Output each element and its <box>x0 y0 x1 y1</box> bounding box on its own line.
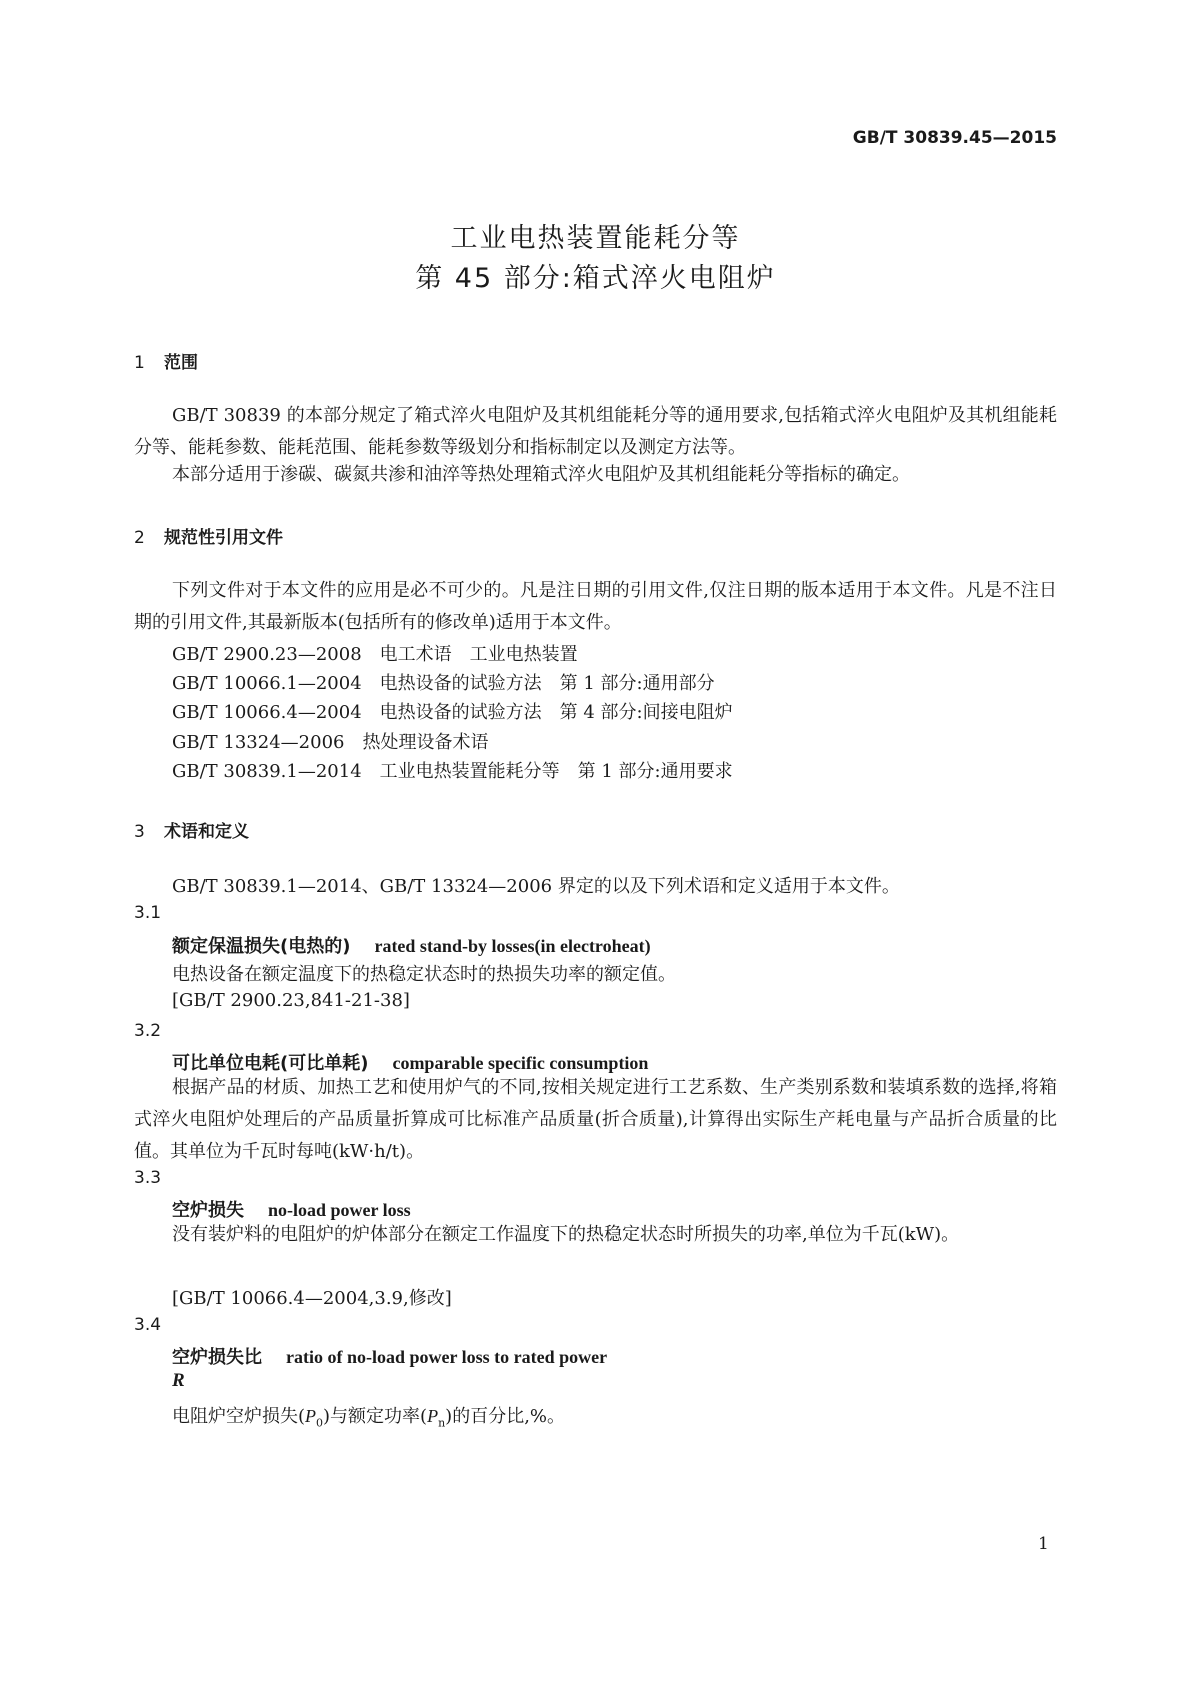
term-number: 3.3 <box>134 1168 162 1188</box>
term-chinese: 空炉损失比 <box>172 1347 262 1368</box>
definition-text: )的百分比,%。 <box>445 1406 566 1427</box>
section-2-paragraph-1: 下列文件对于本文件的应用是必不可少的。凡是注日期的引用文件,仅注日期的版本适用于本文件。凡是不注日期的引用文件,其最新版本(包括所有的修改单)适用于本文件。 <box>134 580 1057 633</box>
term-definition: 根据产品的材质、加热工艺和使用炉气的不同,按相关规定进行工艺系数、生产类别系数和装填系数的选择,将箱式淬火电阻炉处理后的产品质量折算成可比标准产品质量(折合质量),计算得出实际生产耗电量与产品折合质量的比值。其单位为千瓦时每吨(kW·h/t)。 <box>134 1077 1057 1162</box>
term-chinese: 可比单位电耗(可比单耗) <box>172 1053 369 1074</box>
title-line-2: 第 45 部分:箱式淬火电阻炉 <box>415 263 776 294</box>
normative-reference: GB/T 10066.4—2004 电热设备的试验方法 第 4 部分:间接电阻炉 <box>172 702 733 723</box>
term-symbol: R <box>172 1370 185 1391</box>
section-3-intro: GB/T 30839.1—2014、GB/T 13324—2006 界定的以及下列术语和定义适用于本文件。 <box>172 876 900 897</box>
term-definition <box>172 1402 565 1430</box>
normative-reference: GB/T 30839.1—2014 工业电热装置能耗分等 第 1 部分:通用要求 <box>172 761 733 782</box>
subscript-0: 0 <box>316 1416 324 1430</box>
term-english: ratio of no-load power loss to rated power <box>286 1347 608 1367</box>
term-source: [GB/T 10066.4—2004,3.9,修改] <box>172 1288 452 1309</box>
term-number: 3.4 <box>134 1315 162 1335</box>
symbol-p: P <box>305 1406 317 1426</box>
section-1-paragraph-1: GB/T 30839 的本部分规定了箱式淬火电阻炉及其机组能耗分等的通用要求,包括箱式淬火电阻炉及其机组能耗分等、能耗参数、能耗范围、能耗参数等级划分和指标制定以及测定方法等。 <box>134 405 1057 458</box>
standard-number: GB/T 30839.45—2015 <box>852 128 1057 148</box>
section-number: 3 <box>134 822 145 842</box>
normative-reference: GB/T 10066.1—2004 电热设备的试验方法 第 1 部分:通用部分 <box>172 673 715 694</box>
page-number: 1 <box>1038 1534 1049 1554</box>
section-3-heading <box>134 817 249 842</box>
section-number: 1 <box>134 353 145 373</box>
subscript-n: n <box>438 1416 446 1430</box>
normative-reference: GB/T 13324—2006 热处理设备术语 <box>172 732 489 753</box>
section-1-heading <box>134 348 198 373</box>
term-english: rated stand-by losses(in electroheat) <box>374 936 651 956</box>
term-number: 3.1 <box>134 903 162 923</box>
section-title: 术语和定义 <box>164 822 249 842</box>
term-definition: 没有装炉料的电阻炉的炉体部分在额定工作温度下的热稳定状态时所损失的功率,单位为千瓦(kW)。 <box>172 1224 960 1245</box>
section-title: 规范性引用文件 <box>164 528 283 548</box>
term-definition: 电热设备在额定温度下的热稳定状态时的热损失功率的额定值。 <box>172 964 676 985</box>
term-english: comparable specific consumption <box>392 1053 649 1073</box>
term-3-4 <box>172 1343 607 1369</box>
section-title: 范围 <box>164 353 198 373</box>
title-line-1: 工业电热装置能耗分等 <box>450 223 741 254</box>
section-number: 2 <box>134 528 145 548</box>
symbol-p: P <box>427 1406 439 1426</box>
section-2-heading <box>134 523 283 548</box>
term-number: 3.2 <box>134 1021 162 1041</box>
definition-text: 电阻炉空炉损失( <box>172 1406 306 1427</box>
term-chinese: 空炉损失 <box>172 1200 244 1221</box>
term-3-1 <box>172 932 651 958</box>
definition-text: )与额定功率( <box>323 1406 428 1427</box>
normative-reference: GB/T 2900.23—2008 电工术语 工业电热装置 <box>172 644 578 665</box>
term-english: no-load power loss <box>268 1200 411 1220</box>
section-1-paragraph-2: 本部分适用于渗碳、碳氮共渗和油淬等热处理箱式淬火电阻炉及其机组能耗分等指标的确定。 <box>172 464 910 485</box>
term-source: [GB/T 2900.23,841-21-38] <box>172 990 410 1011</box>
term-chinese: 额定保温损失(电热的) <box>172 936 351 957</box>
